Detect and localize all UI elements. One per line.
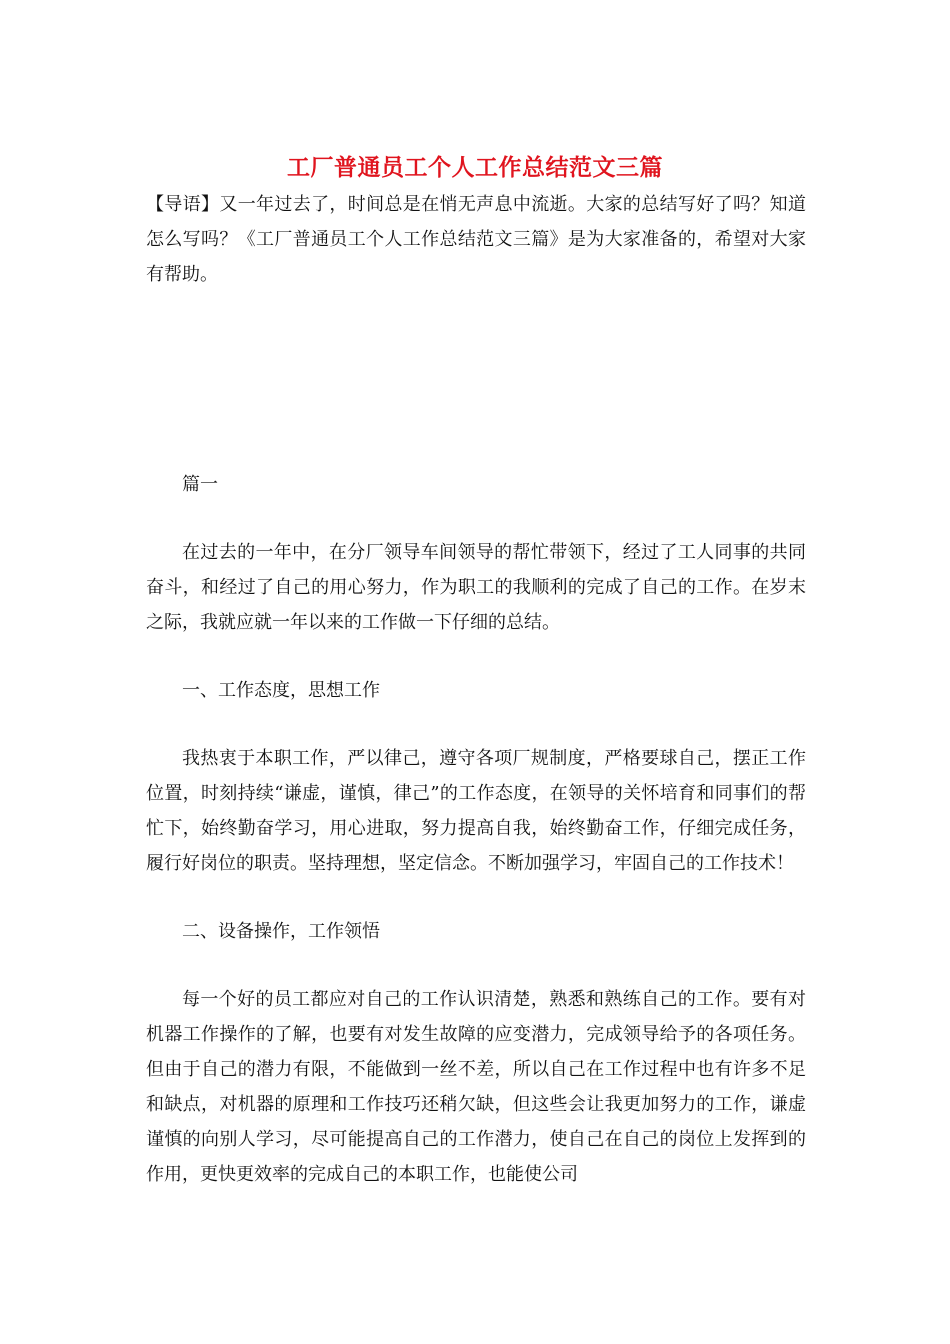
spacer: [146, 708, 806, 741]
section-heading: 二、设备操作，工作领悟: [182, 921, 380, 942]
spacer: [146, 949, 806, 982]
document-body: [146, 187, 806, 1192]
body-paragraph: 每一个好的员工都应对自己的工作认识清楚，熟悉和熟练自己的工作。要有对机器工作操作的了解，也要有对发生故障的应变潜力，完成领导给予的各项任务。但由于自己的潜力有限，不能做到一丝不差，所以自己在工作过程中也有许多不足和缺点，对机器的原理和工作技巧还稍欠缺，但这些会让我更加努力的工作，谦虚谨慎的向别人学习，尽可能提高自己的工作潜力，使自己在自己的岗位上发挥到的作用，更快更效率的完成自己的本职工作，也能使公司: [146, 989, 806, 1185]
spacer: [146, 881, 806, 914]
body-paragraph: 我热衷于本职工作，严以律己，遵守各项厂规制度，严格要球自己，摆正工作位置，时刻持续“谦虚，谨慎，律己”的工作态度，在领导的关怀培育和同事们的帮忙下，始终勤奋学习，用心进取，努力提高自我，始终勤奋工作，仔细完成任务，履行好岗位的职责。坚持理想，坚定信念。不断加强学习，牢固自己的工作技术！: [146, 748, 806, 874]
document-title: 工厂普通员工个人工作总结范文三篇: [287, 154, 663, 181]
spacer: [146, 502, 806, 535]
body-paragraph: 在过去的一年中，在分厂领导车间领导的帮忙带领下，经过了工人同事的共同奋斗，和经过了自己的用心努力，作为职工的我顺利的完成了自己的工作。在岁末之际，我就应就一年以来的工作做一下仔细的总结。: [146, 542, 806, 633]
spacer: [146, 292, 806, 467]
intro-paragraph: 【导语】又一年过去了，时间总是在悄无声息中流逝。大家的总结写好了吗？知道怎么写吗？《工厂普通员工个人工作总结范文三篇》是为大家准备的，希望对大家有帮助。: [146, 194, 806, 285]
section-label: 篇一: [182, 474, 218, 495]
section-heading: 一、工作态度，思想工作: [182, 680, 380, 701]
spacer: [146, 640, 806, 673]
